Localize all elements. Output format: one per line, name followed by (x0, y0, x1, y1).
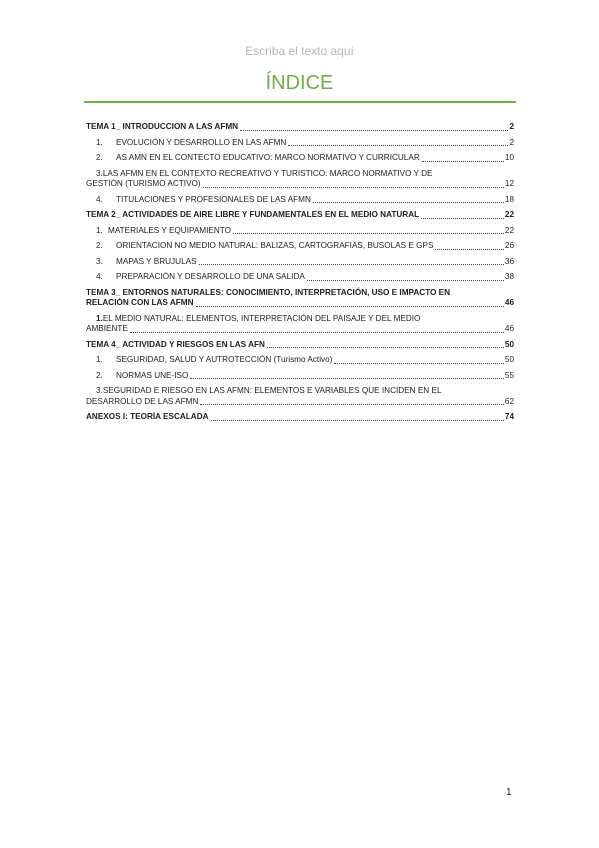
toc-page-number: 2 (509, 137, 514, 147)
toc-section-entry[interactable] (86, 169, 514, 190)
toc-entry-title: ORIENTACION NO MEDIO NATURAL: BALIZAS, CARTOGRAFIAS, BUSOLAS E GPS (116, 241, 434, 250)
toc-entry-title: AS AMN EN EL CONTECTO EDUCATIVO: MARCO NORMATIVO Y CURRICULAR (116, 153, 420, 162)
toc-dot-leader (240, 129, 508, 131)
toc-entry-number: 3. (96, 256, 103, 266)
toc-entry-title-line1: SEGURIDAD E RIESGO EN LAS AFMN: ELEMENTOS E VARIABLES QUE INCIDEN EN EL (102, 386, 442, 395)
toc-page-number: 36 (504, 256, 514, 266)
toc-section-entry[interactable] (86, 153, 514, 164)
toc-entry-title: MAPAS Y BRUJULAS (116, 256, 197, 266)
toc-entry-number: 2. (96, 370, 103, 380)
toc-entry-number: 4. (96, 272, 103, 281)
toc-entry-title-line1: EL MEDIO NATURAL: ELEMENTOS, INTERPRETACIÓN DEL PAISAJE Y DEL MEDIO (102, 313, 421, 323)
toc-page-number: 46 (504, 298, 514, 307)
toc-entry-number: 3. (96, 168, 103, 178)
toc-section-entry[interactable] (86, 195, 514, 206)
toc-entry-title: TEMA 1_ INTRODUCCION A LAS AFMN (86, 122, 239, 131)
page-title: ÍNDICE (265, 72, 334, 94)
toc-page-number: 2 (509, 122, 514, 131)
toc-section-entry[interactable] (86, 226, 514, 237)
toc-entry-number: 2. (96, 153, 103, 162)
toc-section-entry[interactable] (86, 386, 514, 407)
toc-entry-title: DESARROLLO DE LAS AFMN (86, 396, 199, 406)
toc-entry-title: NORMAS UNE-ISO (116, 370, 189, 380)
toc-entry-title-line1: LAS AFMN EN EL CONTEXTO RECREATIVO Y TURISTICO: MARCO NORMATIVO Y DE (102, 168, 433, 178)
toc-page-number: 22 (504, 210, 514, 219)
toc-page-number: 18 (504, 194, 514, 204)
toc-section-entry[interactable] (86, 257, 514, 268)
toc-page-number: 50 (504, 355, 514, 364)
toc-section-entry[interactable] (86, 272, 514, 283)
toc-dot-leader (435, 248, 503, 250)
toc-page-number: 22 (504, 225, 514, 235)
toc-entry-title: GESTIÓN (TURISMO ACTIVO) (86, 179, 201, 188)
toc-entry-title: TEMA 4_ ACTIVIDAD Y RIESGOS EN LAS AFN (86, 339, 265, 349)
toc-chapter-entry[interactable] (86, 210, 514, 221)
toc-dot-leader (196, 305, 504, 307)
toc-entry-title: SEGURIDAD, SALUD Y AUTROTECCIÓN (Turismo Activo) (116, 355, 333, 364)
toc-dot-leader (288, 144, 508, 146)
toc-page-number: 55 (504, 370, 514, 380)
toc-entry-number: 2. (96, 241, 103, 250)
toc-dot-leader (307, 279, 504, 281)
toc-dot-leader (422, 160, 504, 162)
toc-page-number: 74 (504, 412, 514, 421)
toc-section-entry[interactable] (86, 355, 514, 366)
toc-section-entry[interactable] (86, 138, 514, 149)
toc-dot-leader (200, 403, 504, 405)
toc-dot-leader (313, 201, 504, 203)
toc-page-number: 46 (504, 324, 514, 333)
toc-entry-title: MATERIALES Y EQUIPAMIENTO (108, 225, 231, 235)
table-of-contents (86, 122, 514, 428)
toc-dot-leader (203, 186, 504, 188)
toc-section-entry[interactable] (86, 241, 514, 252)
toc-entry-title: TITULACIONES Y PROFESIONALES DE LAS AFMN (116, 194, 311, 204)
toc-entry-title: TEMA 2_ ACTIVIDADES DE AIRE LIBRE Y FUNDAMENTALES EN EL MEDIO NATURAL (86, 210, 420, 219)
toc-entry-title: PREPARACIÓN Y DESARROLLO DE UNA SALIDA (116, 272, 305, 281)
toc-dot-leader (199, 263, 504, 265)
toc-dot-leader (130, 331, 504, 333)
toc-entry-number: 1. (96, 313, 103, 323)
toc-section-entry[interactable] (86, 314, 514, 335)
toc-section-entry[interactable] (86, 371, 514, 382)
page-number: 1 (506, 787, 512, 798)
toc-dot-leader (334, 362, 503, 364)
toc-dot-leader (267, 346, 504, 348)
toc-chapter-entry[interactable] (86, 122, 514, 133)
toc-page-number: 62 (504, 396, 514, 406)
toc-entry-number: 3. (96, 386, 103, 395)
toc-page-number: 50 (504, 339, 514, 349)
toc-entry-title: AMBIENTE (86, 324, 128, 333)
toc-dot-leader (211, 419, 504, 421)
toc-chapter-entry[interactable] (86, 340, 514, 351)
title-divider (84, 101, 516, 103)
toc-entry-number: 4. (96, 194, 103, 204)
toc-page-number: 26 (504, 241, 514, 250)
toc-entry-number: 1. (96, 137, 103, 147)
toc-entry-title: RELACIÓN CON LAS AFMN (86, 298, 194, 307)
toc-chapter-entry[interactable] (86, 288, 514, 309)
toc-dot-leader (190, 377, 504, 379)
toc-page-number: 38 (504, 272, 514, 281)
toc-entry-number: 1. (96, 355, 103, 364)
toc-page-number: 10 (504, 153, 514, 162)
toc-chapter-entry[interactable] (86, 412, 514, 423)
header-placeholder-text[interactable]: Escriba el texto aquí (245, 44, 354, 58)
toc-page-number: 12 (504, 179, 514, 188)
toc-entry-title: EVOLUCIÓN Y DESARROLLO EN LAS AFMN (116, 137, 287, 147)
toc-dot-leader (421, 217, 504, 219)
toc-dot-leader (233, 232, 504, 234)
toc-entry-title-line1: TEMA 3_ ENTORNOS NATURALES: CONOCIMIENTO, INTERPRETACIÓN, USO E IMPACTO EN (86, 287, 451, 297)
toc-entry-number: 1. (96, 225, 103, 235)
toc-entry-title: ANEXOS I: TEORÍA ESCALADA (86, 412, 209, 421)
